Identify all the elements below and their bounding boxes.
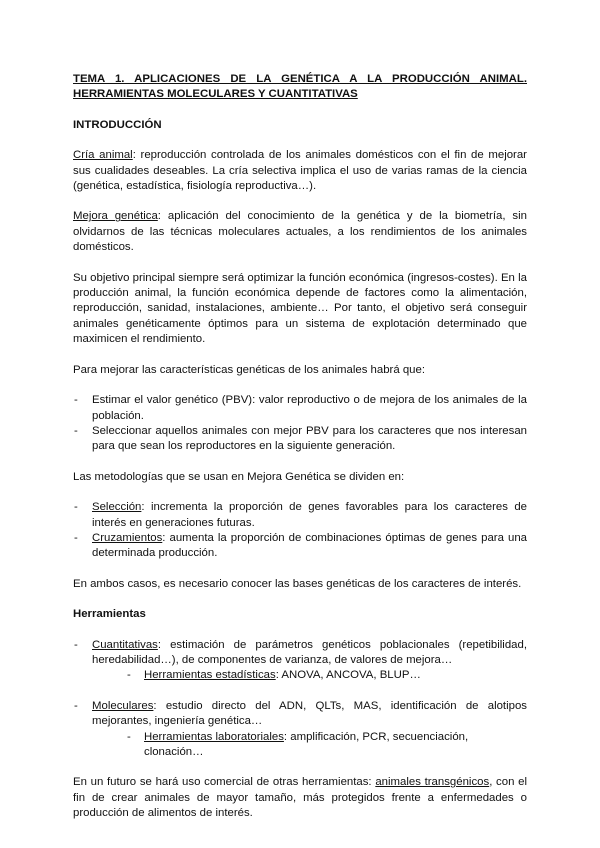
- mejorar-intro: Para mejorar las características genéticas de los animales habrá que:: [73, 363, 426, 376]
- mejora-genetica-paragraph: [73, 209, 527, 255]
- herramientas-moleculares-list: [73, 699, 527, 761]
- mejora-genetica-text: : aplicación del conocimiento de la genética y de la biometría, sin olvidarnos de las técnicas moleculares actuales, a los rendimientos de los animales domésticos.: [73, 210, 527, 254]
- mejora-genetica-term: Mejora genética: [73, 210, 158, 223]
- document-body: [73, 72, 527, 822]
- cria-animal-paragraph: [73, 148, 527, 194]
- cria-animal-term: Cría animal: [73, 149, 133, 162]
- list-item: - Cuantitativas: estimación de parámetros genéticos poblacionales (repetibilidad, heredabilidad…), de componentes de varianza, de valores de mejora…: [74, 638, 527, 666]
- mejorar-list: [73, 393, 527, 455]
- metodologias-list: [73, 500, 527, 562]
- objetivo-paragraph: Su objetivo principal siempre será optimizar la función económica (ingresos-costes). En la producción animal, la función económica depende de factores como la alimentación, reproducción, sanidad, instalaciones, ambiente… Por tanto, el objetivo será conseguir animales genéticamente óptimos para un sistema de explotación determinado que maximicen el rendimiento.: [73, 271, 527, 346]
- herramientas-cuantitativas-list: [73, 638, 527, 684]
- intro-heading: INTRODUCCIÓN: [73, 118, 162, 131]
- list-item: - Cruzamientos: aumenta la proporción de combinaciones óptimas de genes para una determinada producción.: [74, 531, 527, 560]
- futuro-paragraph: En un futuro se hará uso comercial de otras herramientas: animales transgénicos, con el fin de crear animales de mayor tamaño, más protegidos frente a enfermedades o producción de alimentos de interés.: [73, 776, 527, 820]
- herramientas-heading: Herramientas: [73, 608, 146, 621]
- document-title: TEMA 1. APLICACIONES DE LA GENÉTICA A LA PRODUCCIÓN ANIMAL. HERRAMIENTAS MOLECULARES Y CUANTITATIVAS: [73, 73, 527, 101]
- list-item: - Moleculares: estudio directo del ADN, QLTs, MAS, identificación de alotipos mejorantes, ingeniería genética…: [74, 699, 527, 728]
- metodologias-intro: Las metodologías que se usan en Mejora Genética se dividen en:: [73, 470, 405, 483]
- ambos-casos-paragraph: En ambos casos, es necesario conocer las bases genéticas de los caracteres de interés.: [73, 577, 522, 590]
- list-item: - Selección: incrementa la proporción de genes favorables para los caracteres de interés en generaciones futuras.: [74, 501, 527, 529]
- list-item: - Estimar el valor genético (PBV): valor reproductivo o de mejora de los animales de la población.: [74, 394, 527, 422]
- list-item: - Herramientas laboratoriales: amplificación, PCR, secuenciación, clonación…: [127, 730, 469, 758]
- transgenicos-term: animales transgénicos: [375, 776, 490, 789]
- cria-animal-text: : reproducción controlada de los animales domésticos con el fin de mejorar sus cualidades deseables. La cría selectiva implica el uso de varias ramas de la ciencia (genética, estadística, fisiología reproductiva…).: [73, 149, 527, 193]
- list-item: - Seleccionar aquellos animales con mejor PBV para los caracteres que nos interesan para que sean los reproductores en la siguiente generación.: [74, 424, 527, 453]
- list-item: - Herramientas estadísticas: ANOVA, ANCOVA, BLUP…: [127, 669, 421, 682]
